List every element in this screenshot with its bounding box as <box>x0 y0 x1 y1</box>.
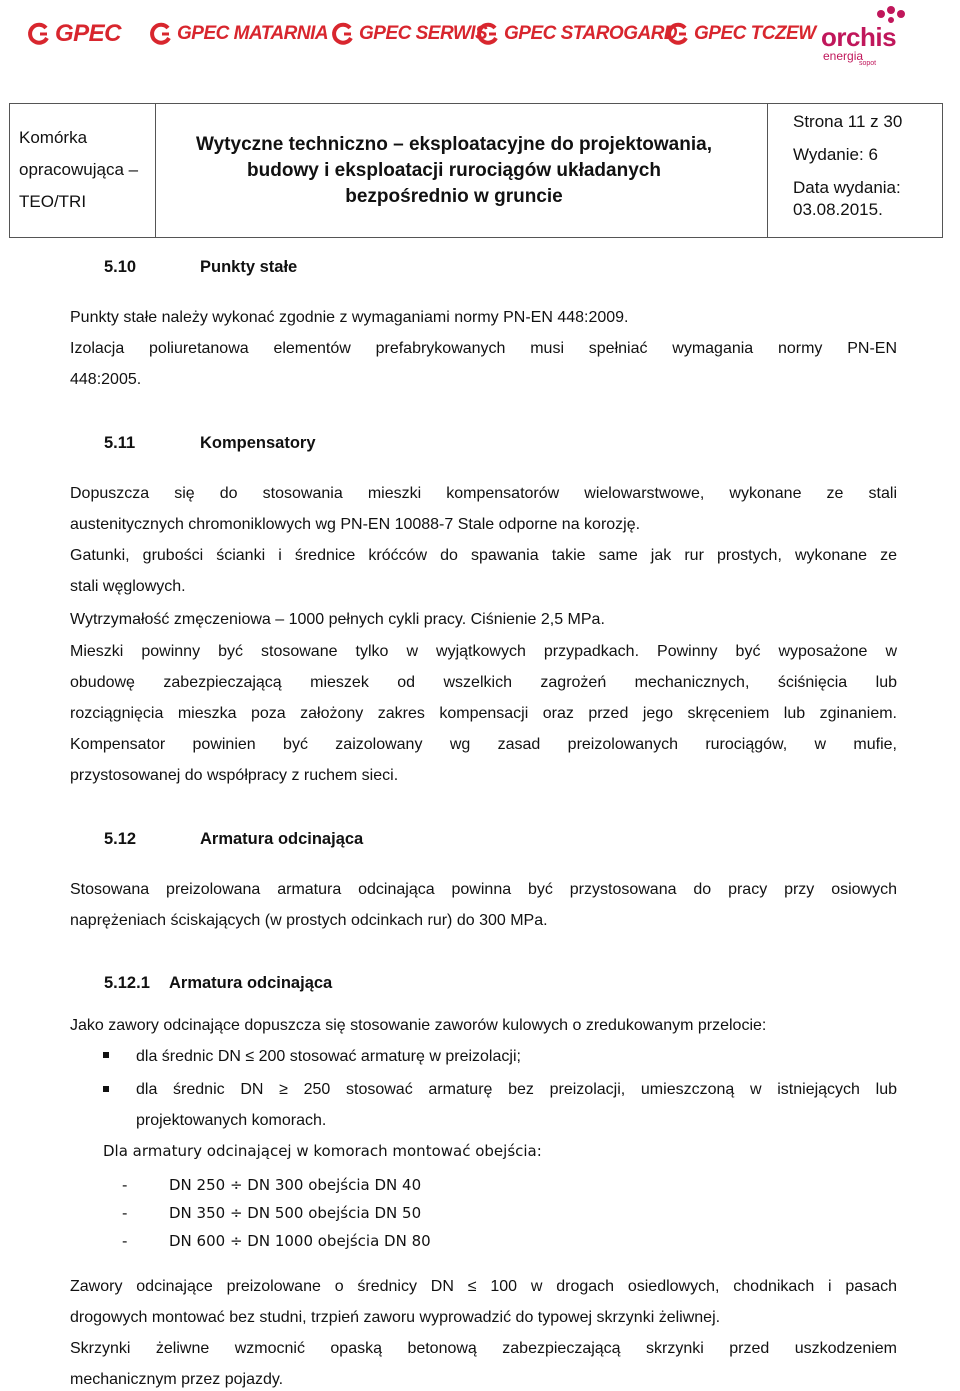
document-title-line: bezpośrednio w gruncie <box>345 186 563 207</box>
bullet-marker <box>103 1086 109 1092</box>
text-line: naprężeniach ściskających (w prostych odcinkach rur) do 300 MPa. <box>70 912 548 929</box>
gpec-tczew-logo <box>665 16 816 52</box>
paragraph-5-12-1-valves <box>70 1271 897 1333</box>
paragraph-5-12-1-boxes <box>70 1333 897 1391</box>
section-number: 5.11 <box>104 434 136 452</box>
text-line: Izolacja poliuretanowa elementów prefabrykowanych musi spełniać wymagania normy PN-EN <box>70 340 897 357</box>
text-line: Dopuszcza się do stosowania mieszki kompensatorów wielowarstwowe, wykonane ze stali <box>70 485 897 502</box>
bullet-item <box>136 1074 897 1136</box>
text-line: Dla armatury odcinającej w komorach montować obejścia: <box>103 1142 542 1160</box>
issue-date: 03.08.2015. <box>793 200 883 219</box>
bullet-marker <box>103 1052 109 1058</box>
gpec-serwis-logo <box>330 16 487 52</box>
text-line: mechanicznym przez pojazdy. <box>70 1371 284 1388</box>
text-line: rozciągnięcia mieszka poza założony zakres kompensacji oraz przed jego skręceniem lub zginaniem. <box>70 705 897 722</box>
document-title-line: budowy i eksploatacji rurociągów układanych <box>247 160 661 181</box>
section-title: Armatura odcinająca <box>200 830 364 848</box>
text-line: Punkty stałe należy wykonać zgodnie z wymaganiami normy PN-EN 448:2009. <box>70 309 629 326</box>
text-line: obudowę zabezpieczającą mieszek od wszelkich zagrożeń mechanicznych, ściśnięcia lub <box>70 674 897 691</box>
gpec-serwis-logo-text: GPEC SERWIS <box>359 23 488 44</box>
header-unit-line: Komórka <box>19 128 88 147</box>
section-number: 5.10 <box>104 258 137 276</box>
text-line: Mieszki powinny być stosowane tylko w wyjątkowych przypadkach. Powinny być wyposażone w <box>70 643 897 660</box>
dash-marker: - <box>122 1232 128 1250</box>
bypass-list-item <box>122 1232 431 1250</box>
issue-date-label: Data wydania: <box>793 178 901 197</box>
gpec-matarnia-logo <box>148 16 328 52</box>
logo-strip <box>0 0 960 76</box>
text-line: Kompensator powinien być zaizolowany wg zasad preizolowanych rurociągów, w mufie, <box>70 736 897 753</box>
header-title-cell <box>156 104 768 237</box>
gpec-swirl-icon <box>665 22 689 46</box>
text-line: przystosowanej do współpracy z ruchem sieci. <box>70 767 399 784</box>
dash-marker: - <box>122 1176 128 1194</box>
header-unit-line: TEO/TRI <box>19 192 87 211</box>
bypass-list-item <box>122 1204 421 1222</box>
document-header-table <box>9 103 943 238</box>
section-heading-5-11 <box>104 434 316 453</box>
gpec-swirl-icon <box>148 22 172 46</box>
text-line: Skrzynki żeliwne wzmocnić opaską betonową zabezpieczającą skrzynki przed uszkodzeniem <box>70 1340 897 1357</box>
paragraph-5-11-materials <box>70 478 897 540</box>
dash-marker: - <box>122 1204 128 1222</box>
header-unit-cell <box>10 104 156 237</box>
orchis-logo-city: sopot <box>859 60 877 67</box>
header-meta-cell <box>768 104 942 237</box>
text-line: dla średnic DN ≤ 200 stosować armaturę w preizolacji; <box>136 1048 521 1065</box>
text-line: austenitycznych chromoniklowych wg PN-EN 10088-7 Stale odporne na korozję. <box>70 516 641 533</box>
section-number: 5.12.1 <box>104 974 150 992</box>
text-line: 448:2005. <box>70 371 142 388</box>
orchis-logo-subtitle: energia <box>823 49 864 63</box>
header-unit-line: opracowująca – <box>19 160 139 179</box>
paragraph-5-11-fatigue <box>70 604 897 635</box>
text-line: Stosowana preizolowana armatura odcinająca powinna być przystosowana do pracy przy osiowych <box>70 881 897 898</box>
gpec-swirl-icon <box>330 22 354 46</box>
gpec-logo-text: GPEC <box>55 20 122 47</box>
gpec-swirl-icon <box>475 22 499 46</box>
gpec-swirl-icon <box>26 22 50 46</box>
gpec-logo <box>26 16 121 52</box>
text-line: Zawory odcinające preizolowane o średnicy DN ≤ 100 w drogach osiedlowych, chodnikach i pasach <box>70 1278 897 1295</box>
paragraph-5-12 <box>70 874 897 936</box>
gpec-tczew-logo-text: GPEC TCZEW <box>694 23 816 44</box>
gpec-starogard-logo <box>475 16 677 52</box>
section-heading-5-10 <box>104 258 298 277</box>
paragraph-5-11-grades <box>70 540 897 602</box>
paragraph-5-10 <box>70 302 897 395</box>
page-number: Strona 11 z 30 <box>793 112 903 131</box>
bypass-list-item <box>122 1176 421 1194</box>
gpec-starogard-logo-text: GPEC STAROGARD <box>504 23 678 44</box>
edition-number: Wydanie: 6 <box>793 145 878 164</box>
section-heading-5-12 <box>104 830 364 849</box>
orchis-logo-text: orchis <box>821 22 897 52</box>
bypass-intro <box>103 1136 930 1167</box>
bypass-text: DN 350 ÷ DN 500 obejścia DN 50 <box>169 1204 422 1222</box>
bypass-text: DN 250 ÷ DN 300 obejścia DN 40 <box>169 1176 422 1194</box>
text-line: dla średnic DN ≥ 250 stosować armaturę bez preizolacji, umieszczoną w istniejących lub <box>136 1081 897 1098</box>
section-number: 5.12 <box>104 830 137 848</box>
section-title: Punkty stałe <box>200 258 298 276</box>
text-line: Gatunki, grubości ścianki i średnice króćców do spawania takie same jak rur prostych, wykonane ze <box>70 547 897 564</box>
section-heading-5-12-1 <box>104 974 333 993</box>
section-title: Kompensatory <box>200 434 316 452</box>
text-line: Wytrzymałość zmęczeniowa – 1000 pełnych cykli pracy. Ciśnienie 2,5 MPa. <box>70 611 605 628</box>
text-line: Jako zawory odcinające dopuszcza się stosowanie zaworów kulowych o zredukowanym przelocie: <box>70 1017 767 1034</box>
bypass-text: DN 600 ÷ DN 1000 obejścia DN 80 <box>169 1232 431 1250</box>
document-title-line: Wytyczne techniczno – eksploatacyjne do projektowania, <box>196 134 712 155</box>
text-line: projektowanych komorach. <box>136 1112 327 1129</box>
paragraph-5-12-1-intro <box>70 1010 897 1041</box>
paragraph-5-11-bellows <box>70 636 897 791</box>
gpec-matarnia-logo-text: GPEC MATARNIA <box>177 23 329 44</box>
section-title: Armatura odcinająca <box>169 974 333 992</box>
text-line: stali węglowych. <box>70 578 186 595</box>
bullet-item <box>136 1041 897 1072</box>
text-line: drogowych montować bez studni, trzpień zaworu wyprowadzić do typowej skrzynki żeliwnej. <box>70 1309 721 1326</box>
orchis-energia-logo <box>815 4 925 66</box>
